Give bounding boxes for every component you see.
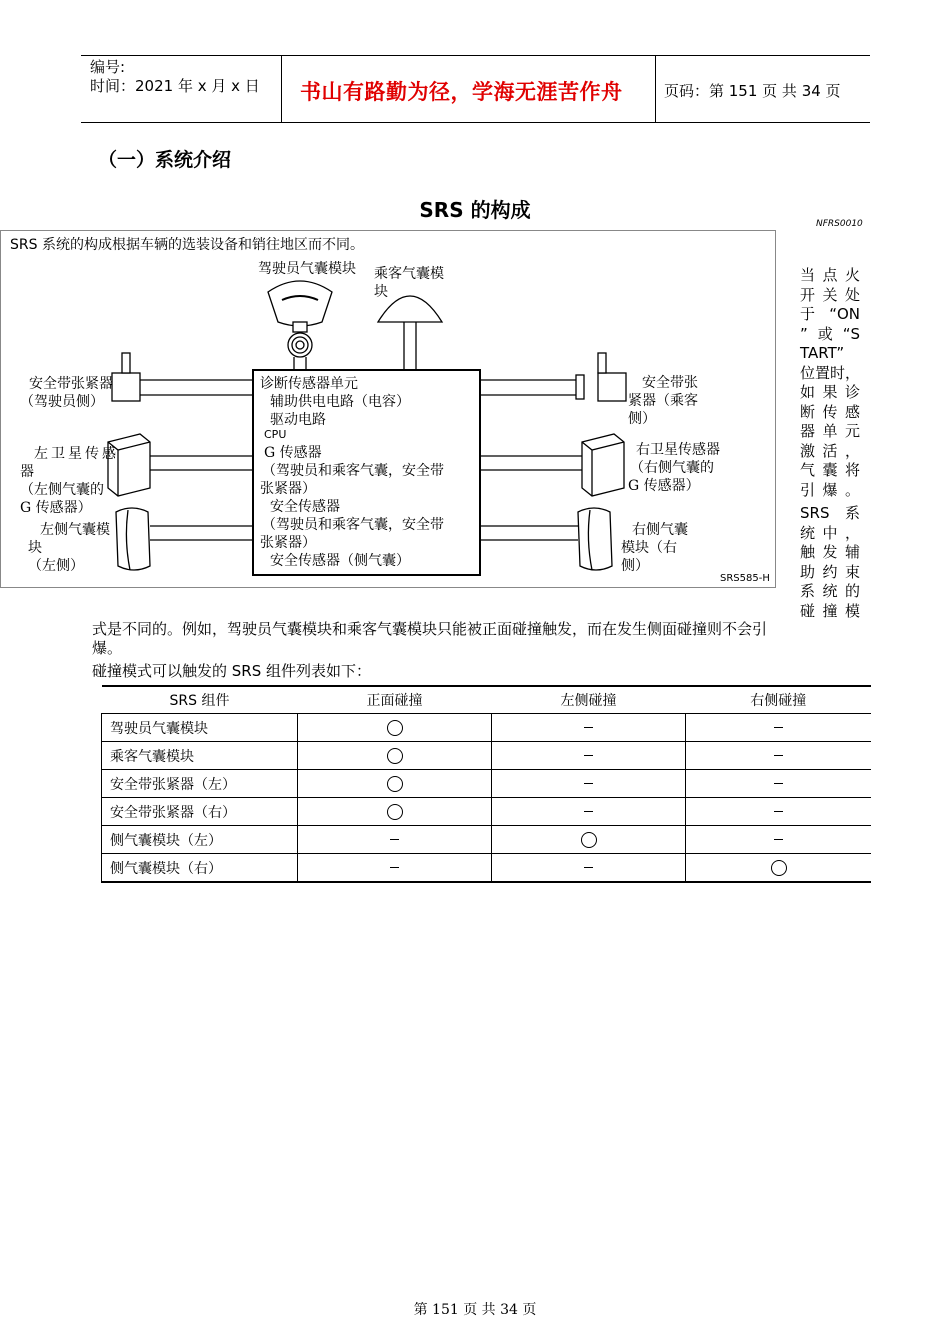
label-driver-airbag: 驾驶员气囊模块 xyxy=(258,261,356,277)
body-line-2: 爆。 xyxy=(92,639,123,657)
unit-line-3: 驱动电路 xyxy=(270,412,326,428)
label-passenger-airbag-2: 块 xyxy=(374,284,388,300)
dash-mark-icon xyxy=(774,727,783,728)
unit-line-4: CPU xyxy=(264,428,287,441)
right-side-airbag-shape xyxy=(578,508,612,570)
unit-line-7: 张紧器） xyxy=(260,481,316,497)
circle-mark-icon xyxy=(387,776,403,792)
dash-mark-icon xyxy=(584,811,593,812)
circle-mark-icon xyxy=(387,748,403,764)
component-name-cell: 侧气囊模块（右） xyxy=(102,854,298,883)
circle-mark-icon xyxy=(387,804,403,820)
label-left-sat-2: 器 xyxy=(20,464,34,480)
label-left-side-2: 块 xyxy=(28,540,42,556)
label-left-sat-4: G 传感器） xyxy=(20,500,92,516)
collision-mark-cell xyxy=(492,798,686,826)
section-heading: （一）系统介绍 xyxy=(98,149,232,171)
label-pretensioner-pass-1: 安全带张 xyxy=(642,375,698,391)
collision-mark-cell xyxy=(686,854,872,883)
label-right-sat-1: 右卫星传感器 xyxy=(636,442,720,458)
dash-mark-icon xyxy=(584,727,593,728)
label-right-side-1: 右侧气囊 xyxy=(632,522,688,538)
header-page-code: 页码：第 151 页 共 34 页 xyxy=(664,82,841,100)
body-line-1: 式是不同的。例如，驾驶员气囊模块和乘客气囊模块只能被正面碰撞触发，而在发生侧面碰撞则不会引 xyxy=(92,620,768,638)
side-line: 碰撞模 xyxy=(800,601,860,620)
unit-line-6: （驾驶员和乘客气囊，安全带 xyxy=(262,463,444,479)
side-line: 器单元 xyxy=(800,422,860,440)
component-name-cell: 安全带张紧器（右） xyxy=(102,798,298,826)
unit-line-2: 辅助供电电路（电容） xyxy=(270,394,410,410)
collision-mark-cell xyxy=(492,826,686,854)
circle-mark-icon xyxy=(581,832,597,848)
collision-mark-cell xyxy=(298,826,492,854)
side-line: 如果诊 xyxy=(800,383,860,401)
collision-mark-cell xyxy=(686,714,872,742)
side-line: ”或“S xyxy=(800,324,860,343)
circle-mark-icon xyxy=(387,720,403,736)
header-top-rule xyxy=(81,55,870,56)
table-row xyxy=(102,742,872,770)
page-footer: 第 151 页 共 34 页 xyxy=(413,1302,537,1318)
collision-mark-cell xyxy=(298,854,492,883)
table-row xyxy=(102,770,872,798)
collision-mark-cell xyxy=(492,714,686,742)
left-side-airbag-shape xyxy=(116,508,150,570)
side-line: 引爆。 xyxy=(800,480,860,499)
label-right-side-2: 模块（右 xyxy=(621,540,677,556)
col-header-left: 左侧碰撞 xyxy=(492,686,686,714)
component-name-cell: 驾驶员气囊模块 xyxy=(102,714,298,742)
circle-mark-icon xyxy=(771,860,787,876)
header-motto: 书山有路勤为径，学海无涯苦作舟 xyxy=(300,80,623,104)
label-pretensioner-pass-3: 侧） xyxy=(628,411,656,427)
label-left-sat-3: （左侧气囊的 xyxy=(20,482,104,498)
collision-mark-cell xyxy=(492,770,686,798)
col-header-front: 正面碰撞 xyxy=(298,686,492,714)
collision-mark-cell xyxy=(686,770,872,798)
side-line: 气囊将 xyxy=(800,461,860,479)
collision-mark-cell xyxy=(686,798,872,826)
collision-mark-cell xyxy=(492,854,686,883)
label-pretensioner-pass-2: 紧器（乘客 xyxy=(628,393,698,409)
header-divider-1 xyxy=(281,55,282,123)
collision-mark-cell xyxy=(298,742,492,770)
table-row xyxy=(102,854,872,883)
collision-mark-cell xyxy=(298,770,492,798)
dash-mark-icon xyxy=(774,811,783,812)
doc-number-label: 编号: xyxy=(90,58,126,76)
dash-mark-icon xyxy=(584,867,593,868)
side-line: 断传感 xyxy=(800,402,860,421)
dash-mark-icon xyxy=(774,755,783,756)
collision-mark-cell xyxy=(686,826,872,854)
label-right-sat-2: （右侧气囊的 xyxy=(630,460,714,476)
unit-line-11: 安全传感器（侧气囊） xyxy=(270,553,410,569)
driver-airbag-module-shape xyxy=(268,281,332,326)
collision-mark-cell xyxy=(686,742,872,770)
figure-id: SRS585-H xyxy=(720,573,770,584)
side-line: SRS 系 xyxy=(800,504,860,522)
side-line: 助约束 xyxy=(800,562,860,581)
doc-time-label: 时间：2021 年 x 月 x 日 xyxy=(90,77,260,95)
table-row xyxy=(102,798,872,826)
dash-mark-icon xyxy=(390,867,399,868)
figure-intro: SRS 系统的构成根据车辆的选装设备和销往地区而不同。 xyxy=(10,237,364,253)
component-name-cell: 侧气囊模块（左） xyxy=(102,826,298,854)
dash-mark-icon xyxy=(584,755,593,756)
unit-line-10: 张紧器） xyxy=(260,535,316,551)
side-line: 位置时， xyxy=(800,363,861,382)
collision-mark-cell xyxy=(298,714,492,742)
label-left-side-1: 左侧气囊模 xyxy=(40,522,110,538)
component-name-cell: 安全带张紧器（左） xyxy=(102,770,298,798)
side-line: 开关处 xyxy=(800,285,860,304)
side-line: 系统的 xyxy=(800,582,860,600)
label-right-side-3: 侧） xyxy=(621,558,649,574)
collision-mark-cell xyxy=(492,742,686,770)
label-right-sat-3: G 传感器） xyxy=(628,478,700,494)
dash-mark-icon xyxy=(584,783,593,784)
dash-mark-icon xyxy=(774,783,783,784)
unit-line-5: G 传感器 xyxy=(264,445,322,461)
table-row xyxy=(102,826,872,854)
table-row xyxy=(102,714,872,742)
unit-line-1: 诊断传感器单元 xyxy=(260,376,358,392)
side-line: TART” xyxy=(800,344,845,362)
dash-mark-icon xyxy=(390,839,399,840)
table-intro: 碰撞模式可以触发的 SRS 组件列表如下： xyxy=(92,662,372,680)
left-pretensioner-shape xyxy=(112,373,140,401)
side-line: 激活， xyxy=(800,441,860,460)
component-name-cell: 乘客气囊模块 xyxy=(102,742,298,770)
label-left-side-3: （左侧） xyxy=(28,558,84,574)
col-header-right: 右侧碰撞 xyxy=(686,686,872,714)
side-line: 统中， xyxy=(800,523,860,542)
srs-collision-table xyxy=(101,685,871,883)
label-passenger-airbag-1: 乘客气囊模 xyxy=(374,266,444,282)
header-divider-2 xyxy=(655,55,656,123)
side-text xyxy=(800,266,860,621)
dash-mark-icon xyxy=(774,839,783,840)
label-pretensioner-driver-1: 安全带张紧器 xyxy=(29,376,113,392)
unit-line-8: 安全传感器 xyxy=(270,499,340,515)
label-pretensioner-driver-2: （驾驶员侧） xyxy=(20,394,104,410)
header-bottom-rule xyxy=(81,122,870,123)
col-header-component: SRS 组件 xyxy=(102,686,298,714)
unit-line-9: （驾驶员和乘客气囊，安全带 xyxy=(262,517,444,533)
right-pretensioner-shape xyxy=(598,373,626,401)
side-line: 触发辅 xyxy=(800,543,860,561)
collision-mark-cell xyxy=(298,798,492,826)
label-left-sat-1: 左卫星传感 xyxy=(34,446,119,462)
srs-title: SRS 的构成 xyxy=(419,198,531,222)
side-line: 于“ON xyxy=(800,305,860,323)
table-header-row xyxy=(102,686,872,714)
figure-code: NFRS0010 xyxy=(816,219,863,229)
side-line: 当点火 xyxy=(800,266,860,284)
